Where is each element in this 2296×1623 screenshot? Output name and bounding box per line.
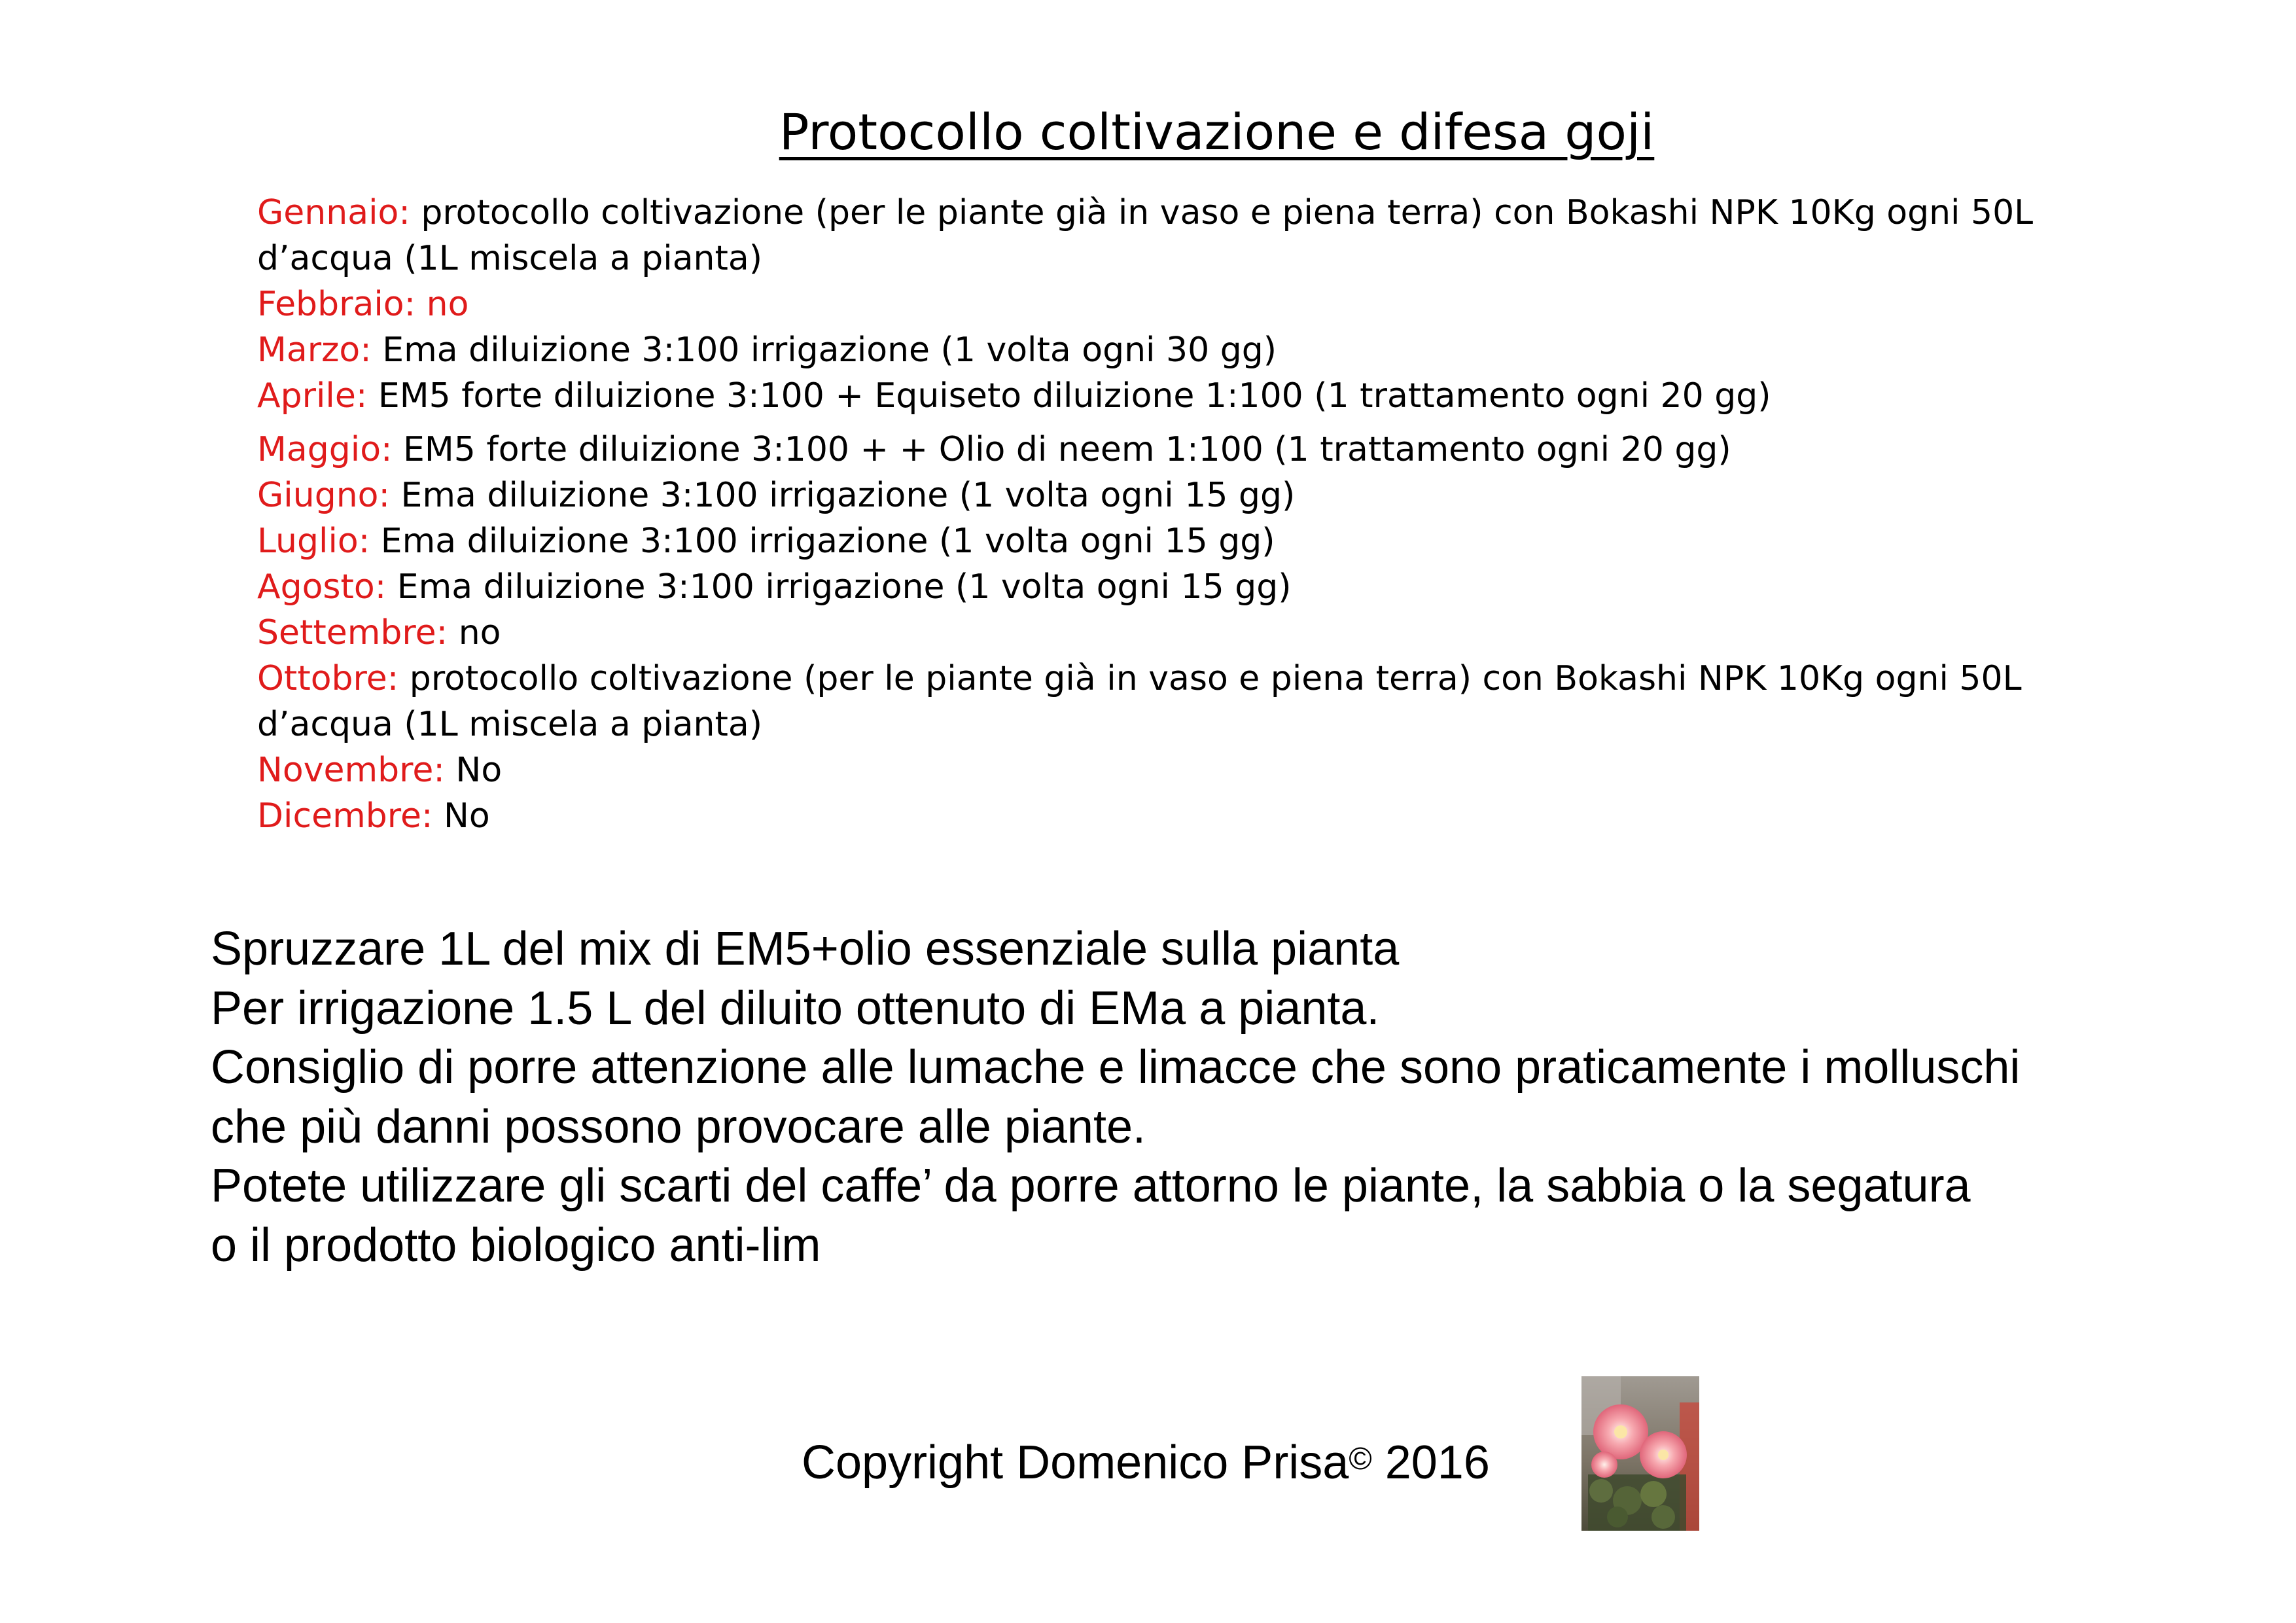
copyright-notice xyxy=(802,1430,1490,1492)
month-label: Giugno: xyxy=(257,476,390,515)
copyright-symbol: © xyxy=(1349,1442,1372,1476)
month-text: No xyxy=(433,796,490,836)
month-text: No xyxy=(444,751,503,790)
month-label: Marzo: xyxy=(257,330,372,370)
month-label: Ottobre: xyxy=(257,659,399,698)
note-line: Spruzzare 1L del mix di EM5+olio essenziale sulla pianta xyxy=(211,923,1400,975)
month-text: Ema diluizione 3:100 irrigazione (1 volta ogni 15 gg) xyxy=(390,476,1296,515)
schedule-row-ottobre xyxy=(257,656,2063,747)
cactus-flower-image xyxy=(1581,1376,1699,1531)
month-text: Ema diluizione 3:100 irrigazione (1 volta ogni 15 gg) xyxy=(370,522,1275,561)
month-label: Luglio: xyxy=(257,522,370,561)
month-label: Gennaio: xyxy=(257,193,410,232)
month-label: Dicembre: xyxy=(257,796,433,836)
month-label: Maggio: xyxy=(257,430,393,469)
schedule-row-settembre xyxy=(257,610,2089,656)
note-line: Per irrigazione 1.5 L del diluito ottenuto di EMa a pianta. xyxy=(211,982,1380,1035)
schedule-row-agosto xyxy=(257,564,2089,610)
month-text: no xyxy=(448,613,501,652)
month-label: Aprile: xyxy=(257,376,368,416)
schedule-row-maggio xyxy=(257,427,2089,473)
month-label: Settembre: xyxy=(257,613,448,652)
month-text: protocollo coltivazione (per le piante già in vaso e piena terra) con Bokashi NPK 10Kg ogni 50L d’acqua (1L miscela a pianta) xyxy=(257,659,2022,744)
schedule-row-novembre xyxy=(257,747,2089,793)
month-text: Ema diluizione 3:100 irrigazione (1 volta ogni 15 gg) xyxy=(386,567,1292,607)
copyright-year: 2016 xyxy=(1371,1436,1490,1489)
month-text: protocollo coltivazione (per le piante già in vaso e piena terra) con Bokashi NPK 10Kg ogni 50L d’acqua (1L miscela a pianta) xyxy=(257,193,2034,278)
month-text: EM5 forte diluizione 3:100 + + Olio di neem 1:100 (1 trattamento ogni 20 gg) xyxy=(392,430,1731,469)
flower-photo xyxy=(1581,1376,1699,1531)
schedule-row-gennaio xyxy=(257,190,2063,281)
month-label: Febbraio: no xyxy=(257,285,469,324)
page-title-text: Protocollo coltivazione e difesa goji xyxy=(779,103,1655,161)
note-line: Consiglio di porre attenzione alle lumache e limacce che sono praticamente i molluschi xyxy=(211,1041,2021,1094)
note-line: o il prodotto biologico anti-lim xyxy=(211,1219,821,1272)
schedule-row-aprile xyxy=(257,373,2089,419)
month-text: Ema diluizione 3:100 irrigazione (1 volta ogni 30 gg) xyxy=(371,330,1277,370)
monthly-schedule xyxy=(257,190,2089,839)
month-label: Agosto: xyxy=(257,567,387,607)
month-label: Novembre: xyxy=(257,751,445,790)
schedule-row-luglio xyxy=(257,518,2089,564)
schedule-row-dicembre xyxy=(257,793,2089,839)
copyright-prefix: Copyright Domenico Prisa xyxy=(802,1436,1349,1489)
note-line: Potete utilizzare gli scarti del caffe’ da porre attorno le piante, la sabbia o la segatura xyxy=(211,1160,1971,1212)
page-title xyxy=(0,99,2296,165)
instructions-notes xyxy=(211,919,2174,1275)
note-line: che più danni possono provocare alle piante. xyxy=(211,1100,1146,1153)
schedule-row-marzo xyxy=(257,327,2089,373)
schedule-row-febbraio xyxy=(257,281,2089,327)
schedule-row-giugno xyxy=(257,473,2089,518)
month-text: EM5 forte diluizione 3:100 + Equiseto diluizione 1:100 (1 trattamento ogni 20 gg) xyxy=(367,376,1771,416)
